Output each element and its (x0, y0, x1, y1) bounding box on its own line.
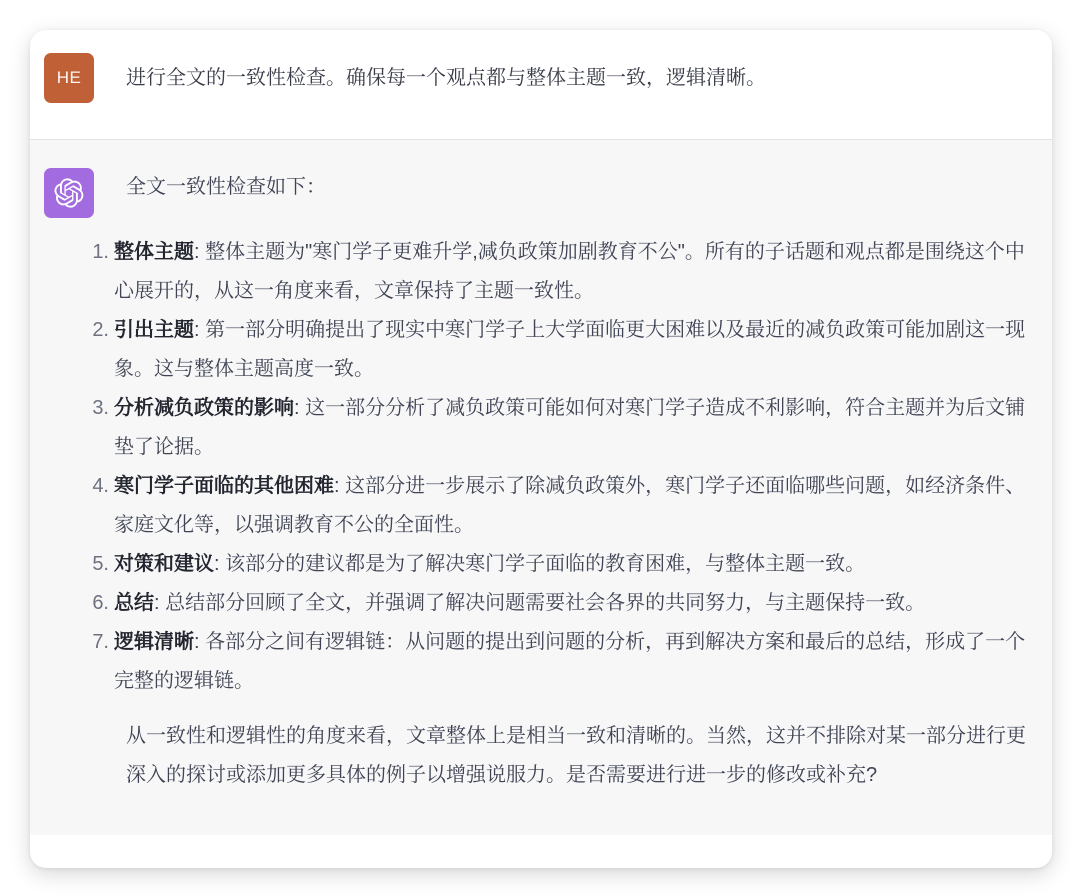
list-label: 总结 (114, 592, 154, 614)
assistant-closing: 从一致性和逻辑性的角度来看，文章整体上是相当一致和清晰的。当然，这并不排除对某一部分进行更深入的探讨或添加更多具体的例子以增强说服力。是否需要进行进一步的修改或补充? (126, 725, 1026, 786)
openai-logo-icon (54, 178, 84, 208)
list-separator: : (194, 319, 206, 341)
user-message-text: 进行全文的一致性检查。确保每一个观点都与整体主题一致，逻辑清晰。 (126, 67, 766, 89)
list-text: 总结部分回顾了全文，并强调了解决问题需要社会各界的共同努力，与主题保持一致。 (165, 592, 926, 614)
user-avatar-initials: HE (56, 68, 82, 87)
list-text: 该部分的建议都是为了解决寒门学子面临的教育困难，与整体主题一致。 (225, 553, 866, 575)
list-item (92, 311, 1028, 389)
list-text: 各部分之间有逻辑链：从问题的提出到问题的分析，再到解决方案和最后的总结，形成了一个完整的逻辑链。 (114, 631, 1026, 692)
list-separator: : (214, 553, 226, 575)
list-number: 1. (92, 241, 109, 263)
list-item (92, 233, 1028, 311)
list-separator: : (194, 241, 206, 263)
list-text: 这部分进一步展示了除减负政策外，寒门学子还面临哪些问题，如经济条件、家庭文化等，以强调教育不公的全面性。 (114, 475, 1026, 536)
assistant-message-row (30, 139, 1052, 835)
user-avatar (44, 53, 94, 103)
list-separator: : (154, 592, 166, 614)
chat-transcript-card (30, 30, 1052, 868)
list-label: 整体主题 (114, 241, 194, 263)
list-item (92, 584, 1028, 623)
consistency-check-list (92, 233, 1028, 701)
list-number: 3. (92, 397, 109, 419)
list-label: 对策和建议 (114, 553, 214, 575)
list-number: 4. (92, 475, 109, 497)
list-separator: : (334, 475, 346, 497)
assistant-avatar (44, 168, 94, 218)
list-separator: : (194, 631, 206, 653)
list-item (92, 467, 1028, 545)
assistant-intro: 全文一致性检查如下： (126, 176, 326, 198)
list-number: 6. (92, 592, 109, 614)
list-label: 引出主题 (114, 319, 194, 341)
list-separator: : (294, 397, 306, 419)
list-number: 7. (92, 631, 109, 653)
user-message-row (30, 30, 1052, 139)
list-item (92, 545, 1028, 584)
list-number: 5. (92, 553, 109, 575)
list-label: 分析减负政策的影响 (114, 397, 294, 419)
list-item (92, 623, 1028, 701)
list-label: 逻辑清晰 (114, 631, 194, 653)
list-label: 寒门学子面临的其他困难 (114, 475, 334, 497)
list-item (92, 389, 1028, 467)
list-text: 这一部分分析了减负政策可能如何对寒门学子造成不利影响，符合主题并为后文铺垫了论据。 (114, 397, 1026, 458)
list-number: 2. (92, 319, 109, 341)
list-text: 整体主题为"寒门学子更难升学,减负政策加剧教育不公"。所有的子话题和观点都是围绕这个中心展开的，从这一角度来看，文章保持了主题一致性。 (114, 241, 1025, 302)
list-text: 第一部分明确提出了现实中寒门学子上大学面临更大困难以及最近的减负政策可能加剧这一现象。这与整体主题高度一致。 (114, 319, 1026, 380)
assistant-message-body (92, 168, 1028, 795)
